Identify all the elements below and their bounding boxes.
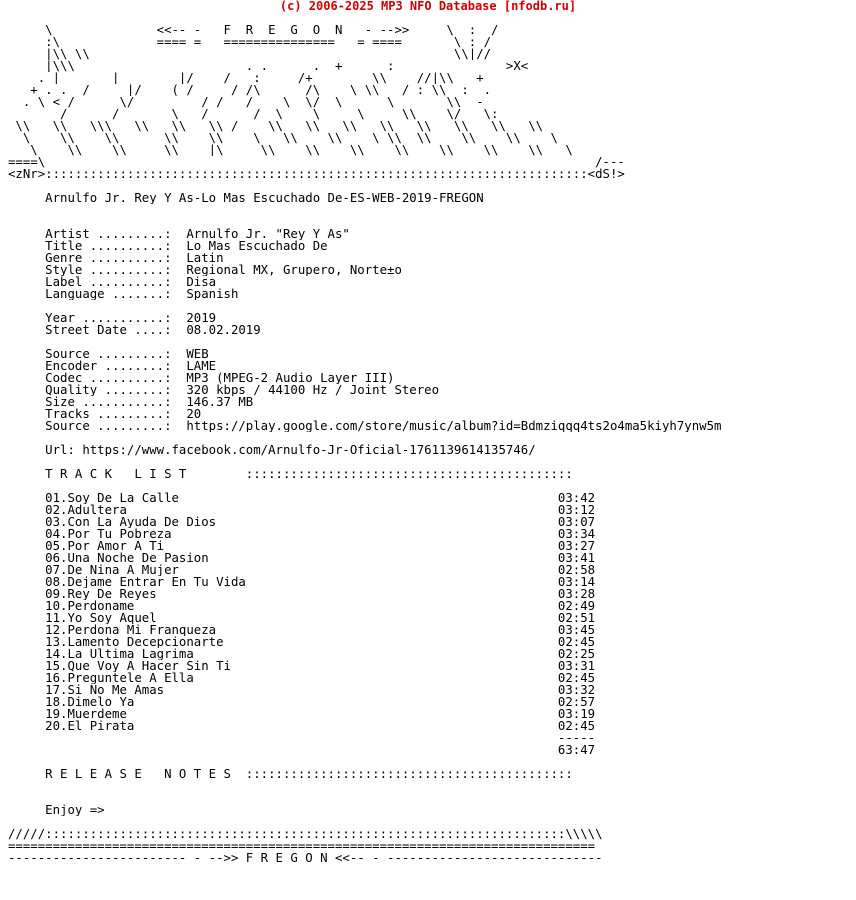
nfo-line: Source .........: https://play.google.com/store/music/album?id=Bdmziqqq4ts2o4ma5kiyh7ynw5m [8,420,722,432]
nfo-line: \ \\ \\ \\ \\ \___\\ \\ \_\\ \\ \\ \\ \____ [8,132,588,144]
nfo-line [8,432,721,444]
nfo-line: _ __ ___________________________________________________________________________ _ [8,480,618,492]
nfo-line: Street Date ....: 08.02.2019 [8,324,261,336]
nfo-line: 19.Muerdeme 03:19 [8,708,596,720]
nfo-line [8,300,721,312]
nfo-line [8,792,721,804]
nfo-line: _ |\\\______________________ ._.______.__+______:_______________>X< [8,60,529,72]
nfo-line: 08.Dejame Entrar En Tu Vida 03:14 [8,576,596,588]
nfo-line: 20.El Pirata 02:45 [8,720,596,732]
nfo-line: Enjoy => [8,804,105,816]
nfo-line: _ . |_____ |_ _ |/ /_ : /+ _____ \\ _//|\\ + [8,72,484,84]
nfo-line: Url: https://www.facebook.com/Arnulfo-Jr-Oficial-1761139614135746/ [8,444,536,456]
nfo-line: Label ..........: Disa [8,276,217,288]
copyright-banner: (c) 2006-2025 MP3 NFO Database [nfodb.ru] [279,0,577,13]
nfo-line: R E L E A S E N O T E S :::::::::::::::::::::::::::::::::::::::::::: [8,768,573,780]
nfo-line: :\ _ ==== = =============== = ==== _\ : /_ [8,36,499,48]
nfo-line: 14.La Ultima Lagrima 02:25 [8,648,596,660]
nfo-line: 13.Lamento Decepcionarte 02:45 [8,636,596,648]
nfo-line: ------------------------ - -->> F R E G O N <<-- - ----------------------------- [8,852,603,864]
nfo-line: 12.Perdona Mi Franqueza 03:45 [8,624,596,636]
nfo-line: Quality ........: 320 kbps / 44100 Hz / Joint Stereo [8,384,440,396]
nfo-line: Genre ..........: Latin [8,252,224,264]
nfo-line: ----- [8,732,596,744]
nfo-line: ====\__________________________________________________________________________/--- [8,156,625,168]
nfo-line: Year ...........: 2019 [8,312,217,324]
nfo-line: Arnulfo_Jr._Rey_Y_As-Lo_Mas_Escuchado_De-ES-WEB-2019-FREGON [8,192,484,204]
nfo-line: ___\ \\____\\_____\\____|\_____\\____\\____\\____\\____\\____\\____\\ \____ [8,144,603,156]
nfo-text-block [8,12,721,864]
nfo-line: Tracks .........: 20 [8,408,202,420]
nfo-line: 63:47 [8,744,596,756]
nfo-line: /////::::::::::::::::::::::::::::::::::::::::::::::::::::::::::::::::::::::\\\\\ [8,828,603,840]
nfo-line: 02.Adultera 03:12 [8,504,596,516]
nfo-line [8,336,721,348]
nfo-line: 11.Yo Soy Aquel 02:51 [8,612,596,624]
nfo-line: Artist .........: Arnulfo Jr. "Rey Y As" [8,228,350,240]
nfo-line: 17.Si No Me Amas 03:32 [8,684,596,696]
nfo-line: ____ / ____/ _ \ _/ ___/ \ \_ \ _ \\ \/ \: ____ [8,108,536,120]
nfo-line: Source .........: WEB [8,348,209,360]
nfo-line: 01.Soy De La Calle 03:42 [8,492,596,504]
nfo-line: 18.Dimelo Ya 02:57 [8,696,596,708]
nfo-line [8,216,721,228]
nfo-line: 15.Que Voy A Hacer Sin Ti 03:31 [8,660,596,672]
nfo-line: Style ..........: Regional MX, Grupero, Norte±o [8,264,402,276]
nfo-line [8,456,721,468]
nfo-line: T R A C K L I S T :::::::::::::::::::::::::::::::::::::::::::: [8,468,573,480]
nfo-line: 09.Rey De Reyes 03:28 [8,588,596,600]
nfo-line: <zNr>:::::::::::::::::::::::::::::::::::::::::::::::::::::::::::::::::::::::::<dS!> [8,168,625,180]
nfo-line: 06.Una Noche De Pasion 03:41 [8,552,596,564]
nfo-line: Language .......: Spanish [8,288,239,300]
nfo-line: _______________________________________________________________________________ [8,180,596,192]
nfo-line: Encoder ........: LAME [8,360,217,372]
nfo-line: 10.Perdoname 02:49 [8,600,596,612]
nfo-line: 05.Por Amor A Ti 03:27 [8,540,596,552]
nfo-line: _______________________________________________________________________________ [8,816,596,828]
nfo-line: _ __ ___________________________________________________________________________ _ [8,756,618,768]
nfo-line: _______________________________________________________________________________ [8,204,596,216]
nfo-line: 16.Preguntele A Ella 02:45 [8,672,596,684]
nfo-line: 07.De Nina A Mujer 02:58 [8,564,596,576]
nfo-line: + . .__/ ___|/ __( / ___/ /\______/\ \ \\ / : \\_ : _. [8,84,492,96]
nfo-line [8,780,721,792]
nfo-line: Title ..........: Lo Mas Escuchado De [8,240,328,252]
nfo-line: Size ...........: 146.37 MB [8,396,254,408]
nfo-line [8,12,721,24]
nfo-line: 03.Con La Ayuda De Dios 03:07 [8,516,596,528]
nfo-line: \ <<-- - F R E G O N - -->> \ : / [8,24,499,36]
nfo-line: 04.Por Tu Pobreza 03:34 [8,528,596,540]
nfo-line: =============================================================================== [8,840,596,852]
nfo-line: \\___\\___\\\___\\___\\___\\_/____\\___\\___\\___\\___\\___\\___\\___\\___ [8,120,566,132]
nfo-line: |\\ \\ \\|// [8,48,492,60]
nfo-line: . \ <_/ ____\/ ______/_/ /_ \__\/__\ \ __ \\ - [8,96,484,108]
nfo-line: Codec ..........: MP3 (MPEG-2 Audio Layer III) [8,372,395,384]
